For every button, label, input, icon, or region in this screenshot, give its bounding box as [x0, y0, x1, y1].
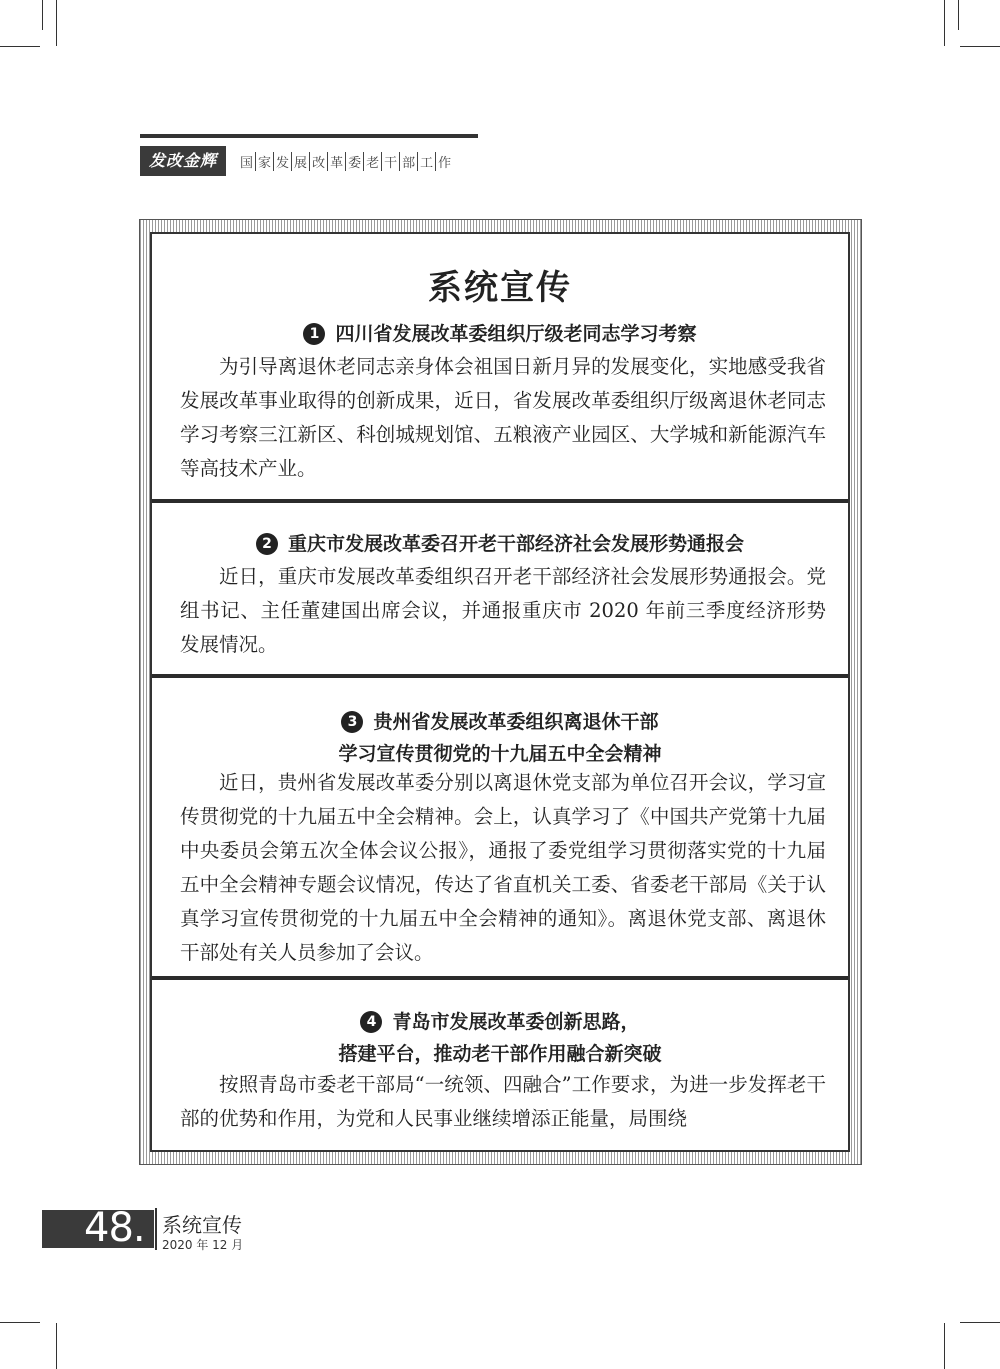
tagline-char: 展	[291, 152, 309, 171]
page-title: 系统宣传	[428, 268, 572, 308]
section-title	[152, 528, 848, 560]
header-rule	[140, 134, 478, 138]
crop-mark	[0, 46, 40, 47]
section-title	[152, 706, 848, 770]
tagline-char: 委	[345, 152, 363, 171]
tagline-char: 革	[327, 152, 345, 171]
tagline-char: 家	[255, 152, 273, 171]
section-title	[152, 318, 848, 350]
crop-mark	[944, 1323, 945, 1369]
crop-mark	[960, 1322, 1000, 1323]
section-body: 近日，贵州省发展改革委分别以离退休党支部为单位召开会议，学习宣传贯彻党的十九届五中全会精神。会上，认真学习了《中国共产党第十九届中央委员会第五次全体会议公报》，通报了委党组学习贯彻落实党的十九届五中全会精神专题会议情况，传达了省直机关工委、省委老干部局《关于认真学习宣传贯彻党的十九届五中全会精神的通知》。离退休党支部、离退休干部处有关人员参加了会议。	[180, 771, 826, 964]
section-body: 为引导离退休老同志亲身体会祖国日新月异的发展变化，实地感受我省发展改革事业取得的创新成果，近日，省发展改革委组织厅级离退休老同志学习考察三江新区、科创城规划馆、五粮液产业园区、大学城和新能源汽车等高技术产业。	[180, 355, 826, 480]
footer-section-name: 系统宣传	[162, 1213, 242, 1237]
section-body: 近日，重庆市发展改革委组织召开老干部经济社会发展形势通报会。党组书记、主任董建国出席会议，并通报重庆市 2020 年前三季度经济形势发展情况。	[180, 565, 826, 656]
section-title-text: 搭建平台，推动老干部作用融合新突破	[338, 1043, 662, 1065]
section-number: 1	[303, 323, 325, 345]
tagline-char: 部	[399, 152, 417, 171]
column-badge: 发改金辉	[140, 146, 226, 176]
section-title-text: 重庆市发展改革委召开老干部经济社会发展形势通报会	[287, 533, 744, 555]
section-title-text: 学习宣传贯彻党的十九届五中全会精神	[338, 743, 662, 765]
crop-mark	[0, 1322, 40, 1323]
tagline-char: 工	[417, 152, 435, 171]
tagline-char: 作	[435, 152, 453, 171]
crop-mark	[944, 0, 945, 46]
tagline-char: 改	[309, 152, 327, 171]
crop-mark	[960, 46, 1000, 47]
crop-mark	[56, 1323, 57, 1369]
section-number: 2	[256, 533, 278, 555]
section-number: 3	[341, 711, 363, 733]
footer-divider	[155, 1208, 157, 1250]
section-divider	[152, 674, 848, 678]
section-body: 按照青岛市委老干部局“一统领、四融合”工作要求，为进一步发挥老干部的优势和作用，为党和人民事业继续增添正能量，局围绕	[180, 1073, 826, 1130]
tagline-char: 干	[381, 152, 399, 171]
section-number: 4	[360, 1011, 382, 1033]
tagline-char: 国	[240, 155, 254, 171]
section-divider	[152, 499, 848, 503]
section-title	[152, 1006, 848, 1070]
tagline-char: 老	[363, 152, 381, 171]
crop-mark	[42, 0, 43, 30]
section-divider	[152, 976, 848, 980]
article-box	[150, 232, 850, 1152]
crop-mark	[56, 0, 57, 46]
footer-date: 2020 年 12 月	[162, 1238, 244, 1252]
section-title-text: 贵州省发展改革委组织离退休干部	[373, 711, 659, 733]
section-title-text: 四川省发展改革委组织厅级老同志学习考察	[335, 323, 697, 345]
tagline-char: 发	[273, 152, 291, 171]
column-tagline	[238, 150, 453, 172]
crop-mark	[958, 0, 959, 30]
section-title-text: 青岛市发展改革委创新思路，	[392, 1011, 640, 1033]
page-number: 48.	[84, 1205, 145, 1251]
